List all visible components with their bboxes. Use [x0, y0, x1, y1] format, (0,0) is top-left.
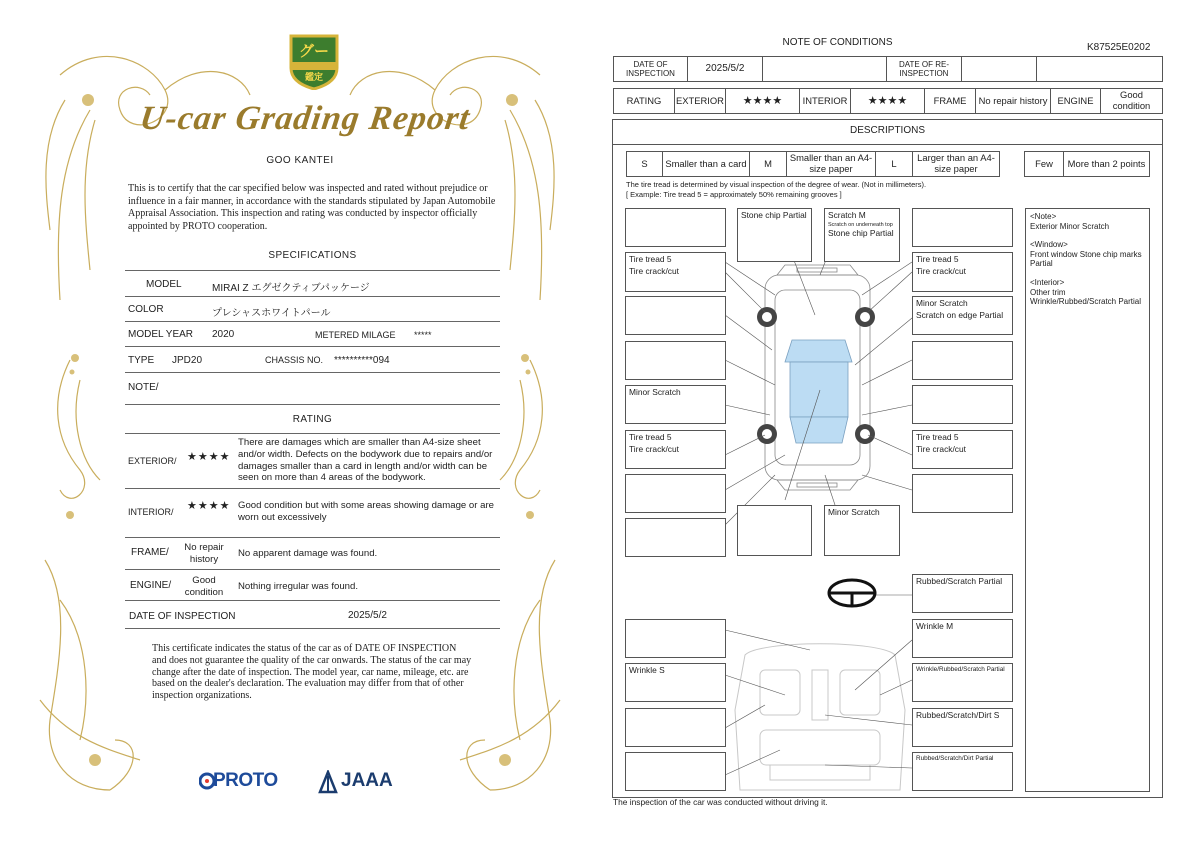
note-label: NOTE/: [128, 382, 159, 393]
damage-box-minor-scratch-rear: Minor Scratch: [824, 505, 900, 556]
model-value: MIRAI Z エグゼクティブパッケージ: [212, 283, 370, 294]
badge-bottom-text: 鑑定: [304, 72, 323, 82]
model-year-value: 2020: [212, 329, 235, 340]
damage-box-r1: [912, 208, 1013, 247]
damage-box-tire-rear-right: Tire tread 5 Tire crack/cut: [912, 430, 1013, 469]
descriptions-heading: DESCRIPTIONS: [849, 125, 925, 136]
report-title: U-car Grading Report: [137, 100, 473, 137]
damage-box-rubbed-scratch-dirt-partial: Rubbed/Scratch/Dirt Partial: [912, 752, 1013, 791]
tire-note-1: The tire tread is determined by visual inspection of the degree of wear. (Not in millimeters).: [626, 180, 927, 189]
interior-stars: ★★★★: [850, 88, 925, 114]
badge-top-text: グー: [298, 43, 329, 60]
document-code: K87525E0202: [1087, 42, 1151, 53]
rating-label: RATING: [613, 88, 675, 114]
engine-value: Good condition: [1100, 88, 1163, 114]
damage-box-minor-scratch-right: Minor Scratch Scratch on edge Partial: [912, 296, 1013, 335]
legend-l-key: L: [875, 151, 913, 177]
certificate-footer-text: This certificate indicates the status of the car as of DATE OF INSPECTION and does not guarantee the quality of the car onwards. The status of the car may change after the date of inspection. The model year, car name, mileage, etc. are based on the dealer's declaration. The evaluation may differ from that of other inspection organizations.: [152, 643, 472, 702]
color-value: プレシャスホワイトパール: [212, 308, 331, 319]
rating-heading: RATING: [292, 414, 333, 425]
engine-label: ENGINE: [1050, 88, 1101, 114]
damage-box-r4: [912, 341, 1013, 380]
damage-box-4: [625, 341, 726, 380]
damage-box-i4: [625, 752, 726, 791]
damage-box-rubbed-scratch-partial: Rubbed/Scratch Partial: [912, 574, 1013, 613]
damage-box-tire-rear-left: Tire tread 5 Tire crack/cut: [625, 430, 726, 469]
damage-box-rubbed-scratch-dirt-s: Rubbed/Scratch/Dirt S: [912, 708, 1013, 747]
color-label: COLOR: [128, 304, 164, 315]
type-label: TYPE: [128, 355, 155, 366]
damage-box-tire-front-left: Tire tread 5 Tire crack/cut: [625, 252, 726, 292]
proto-logo: PROTO: [213, 770, 278, 791]
interior-section-label: <Interior>: [1030, 277, 1065, 287]
interior-section-text: Other trim Wrinkle/Rubbed/Scratch Partial: [1030, 287, 1142, 307]
interior-stars: ★★★★: [187, 500, 231, 512]
issuer-name: GOO KANTEI: [266, 155, 334, 166]
damage-box-minor-scratch-left: Minor Scratch: [625, 385, 726, 424]
damage-box-tire-front-right: Tire tread 5 Tire crack/cut: [912, 252, 1013, 292]
reinspection-value-cell: [961, 56, 1037, 82]
notes-panel: [1025, 208, 1150, 792]
chassis-label: CHASSIS NO.: [265, 355, 324, 365]
legend-l-text: Larger than an A4-size paper: [912, 151, 1000, 177]
legend-few-text: More than 2 points: [1063, 151, 1150, 177]
note-heading: NOTE OF CONDITIONS: [782, 37, 893, 48]
damage-box-i1: [625, 619, 726, 658]
interior-label: INTERIOR/: [128, 507, 174, 517]
note-section-text: Exterior Minor Scratch: [1030, 221, 1110, 231]
date-of-reinspection-label: DATE OF RE-INSPECTION: [886, 56, 962, 82]
damage-box-i3: [625, 708, 726, 747]
goo-kantei-badge: [287, 32, 341, 90]
exterior-stars: ★★★★: [725, 88, 800, 114]
date-of-inspection-value: 2025/5/2: [348, 610, 387, 621]
exterior-stars: ★★★★: [187, 451, 231, 463]
damage-box-stone-chip: Stone chip Partial: [737, 208, 812, 262]
engine-description: Nothing irregular was found.: [238, 581, 358, 592]
intro-text: This is to certify that the car specified below was inspected and rated without prejudice or influence in a fair manner, in accordance with the standards stipulated by Japan Automobile Appraisal Association. This inspection and rating was conducted by inspector officially appointed by PROTO cooperation.: [128, 183, 496, 232]
legend-m-text: Smaller than an A4-size paper: [786, 151, 876, 177]
jaaa-logo: JAAA: [341, 770, 393, 791]
inspection-footnote: The inspection of the car was conducted without driving it.: [613, 797, 828, 807]
frame-value: No repair history: [184, 542, 224, 565]
legend-s-text: Smaller than a card: [662, 151, 750, 177]
damage-box-8: [625, 518, 726, 557]
damage-box-wrinkle-rubbed-scratch: Wrinkle/Rubbed/Scratch Partial: [912, 663, 1013, 702]
metered-milage-value: *****: [414, 330, 432, 340]
damage-box-b1: [737, 505, 812, 556]
date-blank-cell: [762, 56, 887, 82]
exterior-label: EXTERIOR: [674, 88, 726, 114]
damage-box-r7: [912, 474, 1013, 513]
frame-label: FRAME/: [131, 547, 169, 558]
window-section-text: Front window Stone chip marks Partial: [1030, 249, 1142, 269]
date-of-inspection-label: DATE OF INSPECTION: [129, 611, 236, 622]
frame-label: FRAME: [924, 88, 976, 114]
model-label: MODEL: [146, 279, 182, 290]
engine-value: Good condition: [184, 575, 224, 598]
legend-m-key: M: [749, 151, 787, 177]
interior-label: INTERIOR: [799, 88, 851, 114]
legend-s-key: S: [626, 151, 663, 177]
engine-label: ENGINE/: [130, 580, 172, 591]
note-section-label: <Note>: [1030, 212, 1057, 221]
interior-description: Good condition but with some areas showing damage or are worn out excessively: [238, 500, 494, 523]
window-section-label: <Window>: [1030, 240, 1068, 250]
damage-box-7: [625, 474, 726, 513]
damage-box-3: [625, 296, 726, 335]
legend-few-key: Few: [1024, 151, 1064, 177]
steering-wheel-icon: [829, 580, 875, 606]
note-of-conditions: [600, 0, 1200, 848]
exterior-description: There are damages which are smaller than A4-size sheet and/or width. Defects on the bodywork due to repairs and/or damages smaller than a card in length and/or width can be seen on more than 4 areas of the bodywork.: [238, 437, 493, 484]
model-year-label: MODEL YEAR: [128, 329, 194, 340]
exterior-label: EXTERIOR/: [128, 456, 177, 466]
frame-description: No apparent damage was found.: [238, 548, 378, 559]
damage-box-r5: [912, 385, 1013, 424]
frame-value: No repair history: [975, 88, 1051, 114]
tire-note-2: [ Example: Tire tread 5 = approximately 50% remaining grooves ]: [626, 190, 842, 199]
chassis-value: **********094: [334, 355, 390, 366]
date-of-inspection-value: 2025/5/2: [687, 56, 763, 82]
reinspection-blank-cell: [1036, 56, 1163, 82]
damage-box-1: [625, 208, 726, 247]
damage-box-scratch-m: Scratch M Scratch on underneath top Stone chip Partial: [824, 208, 900, 262]
type-value: JPD20: [172, 355, 203, 366]
damage-box-wrinkle-s: Wrinkle S: [625, 663, 726, 702]
specifications-heading: SPECIFICATIONS: [268, 250, 357, 261]
jaaa-logo-icon: [318, 770, 338, 794]
date-of-inspection-label: DATE OF INSPECTION: [613, 56, 688, 82]
metered-milage-label: METERED MILAGE: [315, 330, 396, 340]
damage-box-wrinkle-m: Wrinkle M: [912, 619, 1013, 658]
